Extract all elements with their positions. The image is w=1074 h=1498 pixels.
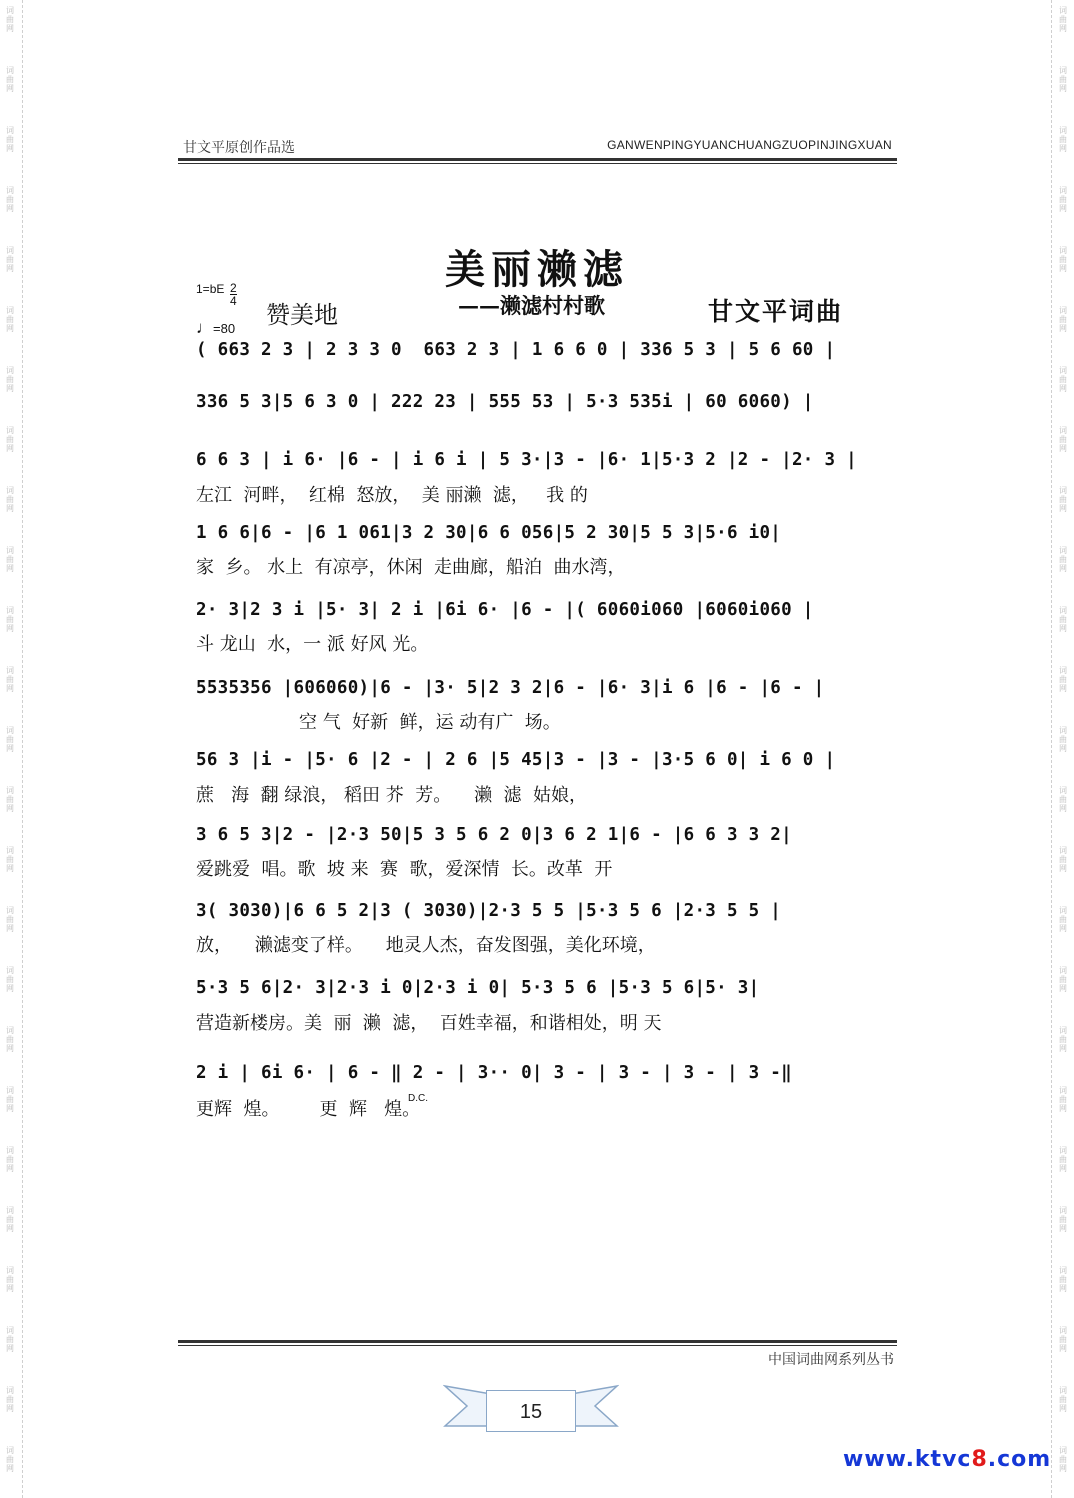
notation-line: 1 6 6|6 - |6 1 061|3 2 30|6 6 056|5 2 30|5 5 3|5·6 i0| [196, 523, 782, 543]
watermark-text: 词 曲 网 [6, 726, 14, 753]
tempo-value: =80 [213, 321, 236, 336]
lyrics-line: 家 乡。 水上 有凉亭，休闲 走曲廊，船泊 曲水湾， [196, 557, 626, 578]
watermark-text: 词 曲 网 [1059, 966, 1067, 993]
series-name: 中国词曲网系列丛书 [768, 1352, 894, 1368]
notation-line: 3 6 5 3|2 - |2·3 50|5 3 5 6 2 0|3 6 2 1|6 - |6 6 3 3 2| [196, 825, 792, 845]
song-subtitle: ——濑滤村村歌 [458, 293, 605, 318]
watermark-text: 词 曲 网 [1059, 846, 1067, 873]
lyrics-line: 左江 河畔， 红棉 怒放， 美 丽濑 滤， 我 的 [196, 485, 588, 506]
song-title: 美丽濑滤 [445, 246, 629, 293]
watermark-text: 词 曲 网 [6, 366, 14, 393]
watermark-text: 词 曲 网 [6, 606, 14, 633]
watermark-text: 词 曲 网 [6, 846, 14, 873]
watermark-text: 词 曲 网 [1059, 126, 1067, 153]
watermark-text: 词 曲 网 [1059, 1266, 1067, 1293]
right-watermark-strip [1051, 0, 1074, 1498]
watermark-text: 词 曲 网 [1059, 546, 1067, 573]
notation-line: 2· 3|2 3 i |5· 3| 2 i |6i 6· |6 - |( 6060i060 |6060i060 | [196, 600, 814, 620]
watermark-text: 词 曲 网 [1059, 426, 1067, 453]
watermark-text: 词 曲 网 [1059, 606, 1067, 633]
watermark-text: 词 曲 网 [6, 306, 14, 333]
watermark-text: 词 曲 网 [6, 1206, 14, 1233]
watermark-text: 词 曲 网 [6, 1446, 14, 1473]
page-number: 15 [486, 1390, 576, 1432]
key-prefix: 1= [196, 282, 210, 296]
watermark-text: 词 曲 网 [6, 666, 14, 693]
notation-line: 56 3 |i - |5· 6 |2 - | 2 6 |5 45|3 - |3 - |3·5 6 0| i 6 0 | [196, 750, 836, 770]
watermark-text: 词 曲 网 [6, 126, 14, 153]
expression-marking: 赞美地 [266, 301, 338, 329]
watermark-text: 词 曲 网 [1059, 1446, 1067, 1473]
watermark-text: 词 曲 网 [1059, 666, 1067, 693]
notation-line: 5535356 |606060)|6 - |3· 5|2 3 2|6 - |6· 3|i 6 |6 - |6 - | [196, 678, 825, 698]
header-rule-thin [178, 163, 897, 164]
watermark-text: 词 曲 网 [6, 1146, 14, 1173]
time-signature [230, 282, 237, 307]
da-capo-mark: D.C. [408, 1093, 428, 1104]
watermark-text: 词 曲 网 [6, 1026, 14, 1053]
footer-rule [178, 1340, 897, 1343]
watermark-text: 词 曲 网 [1059, 786, 1067, 813]
watermark-text: 词 曲 网 [6, 426, 14, 453]
time-denominator: 4 [230, 294, 237, 308]
watermark-text: 词 曲 网 [6, 246, 14, 273]
watermark-text: 词 曲 网 [6, 1266, 14, 1293]
notation-line: ( 663 2 3 | 2 3 3 0 663 2 3 | 1 6 6 0 | 336 5 3 | 5 6 60 | [196, 340, 836, 360]
watermark-text: 词 曲 网 [6, 186, 14, 213]
key-letter: bE [209, 282, 225, 296]
site-logo-domain: .com [987, 1447, 1052, 1472]
watermark-text: 词 曲 网 [1059, 1146, 1067, 1173]
watermark-text: 词 曲 网 [1059, 6, 1067, 33]
watermark-text: 词 曲 网 [6, 6, 14, 33]
site-logo-part: www.ktvc [843, 1447, 972, 1472]
notation-line: 6 6 3 | i 6· |6 - | i 6 i | 5 3·|3 - |6· 1|5·3 2 |2 - |2· 3 | [196, 450, 857, 470]
watermark-text: 词 曲 网 [1059, 1026, 1067, 1053]
watermark-text: 词 曲 网 [1059, 186, 1067, 213]
watermark-text: 词 曲 网 [1059, 306, 1067, 333]
watermark-text: 词 曲 网 [1059, 1206, 1067, 1233]
watermark-text: 词 曲 网 [6, 1386, 14, 1413]
site-logo [843, 1447, 1051, 1472]
watermark-text: 词 曲 网 [6, 1326, 14, 1353]
watermark-text: 词 曲 网 [1059, 726, 1067, 753]
footer-rule-thin [178, 1345, 897, 1346]
site-logo-number: 8 [971, 1447, 988, 1472]
header-rule [178, 158, 897, 161]
watermark-text: 词 曲 网 [1059, 246, 1067, 273]
notation-line: 336 5 3|5 6 3 0 | 222 23 | 555 53 | 5·3 535i | 60 6060) | [196, 392, 814, 412]
watermark-text: 词 曲 网 [6, 786, 14, 813]
composer-credit: 甘文平词曲 [708, 297, 844, 326]
lyrics-line: 空 气 好新 鲜，运 动有广 场。 [196, 712, 561, 733]
quarter-note-icon: ♩ [196, 318, 213, 337]
time-numerator: 2 [230, 281, 237, 295]
watermark-text: 词 曲 网 [1059, 486, 1067, 513]
watermark-text: 词 曲 网 [1059, 906, 1067, 933]
watermark-text: 词 曲 网 [1059, 1086, 1067, 1113]
header-pinyin-title: GANWENPINGYUANCHUANGZUOPINJINGXUAN [607, 138, 892, 152]
watermark-text: 词 曲 网 [6, 546, 14, 573]
key-signature [196, 281, 237, 308]
watermark-text: 词 曲 网 [1059, 1386, 1067, 1413]
watermark-text: 词 曲 网 [6, 966, 14, 993]
watermark-text: 词 曲 网 [6, 66, 14, 93]
lyrics-line: 蔗 海 翻 绿浪， 稻田 芥 芳。 濑 滤 姑娘， [196, 785, 587, 806]
tempo-marking [196, 318, 235, 338]
watermark-text: 词 曲 网 [1059, 66, 1067, 93]
lyrics-line: 爱跳爱 唱。歌 坡 来 赛 歌，爱深情 长。改革 开 [196, 859, 613, 880]
lyrics-line: 斗 龙山 水，一 派 好风 光。 [196, 634, 429, 655]
lyrics-line: 放， 濑滤变了样。 地灵人杰，奋发图强，美化环境， [196, 935, 656, 956]
lyrics-line: 更辉 煌。 更 辉 煌。 [196, 1099, 421, 1120]
watermark-text: 词 曲 网 [6, 906, 14, 933]
header-book-title: 甘文平原创作品选 [183, 140, 295, 156]
left-watermark-strip [0, 0, 23, 1498]
notation-line: 3( 3030)|6 6 5 2|3 ( 3030)|2·3 5 5 |5·3 5 6 |2·3 5 5 | [196, 901, 782, 921]
watermark-text: 词 曲 网 [6, 1086, 14, 1113]
watermark-text: 词 曲 网 [1059, 366, 1067, 393]
watermark-text: 词 曲 网 [6, 486, 14, 513]
notation-line: 2 i | 6i 6· | 6 - ‖ 2 - | 3·· 0| 3 - | 3 - | 3 - | 3 -‖ [196, 1063, 792, 1083]
watermark-text: 词 曲 网 [1059, 1326, 1067, 1353]
lyrics-line: 营造新楼房。美 丽 濑 滤， 百姓幸福，和谐相处，明 天 [196, 1013, 662, 1034]
notation-line: 5·3 5 6|2· 3|2·3 i 0|2·3 i 0| 5·3 5 6 |5·3 5 6|5· 3| [196, 978, 760, 998]
